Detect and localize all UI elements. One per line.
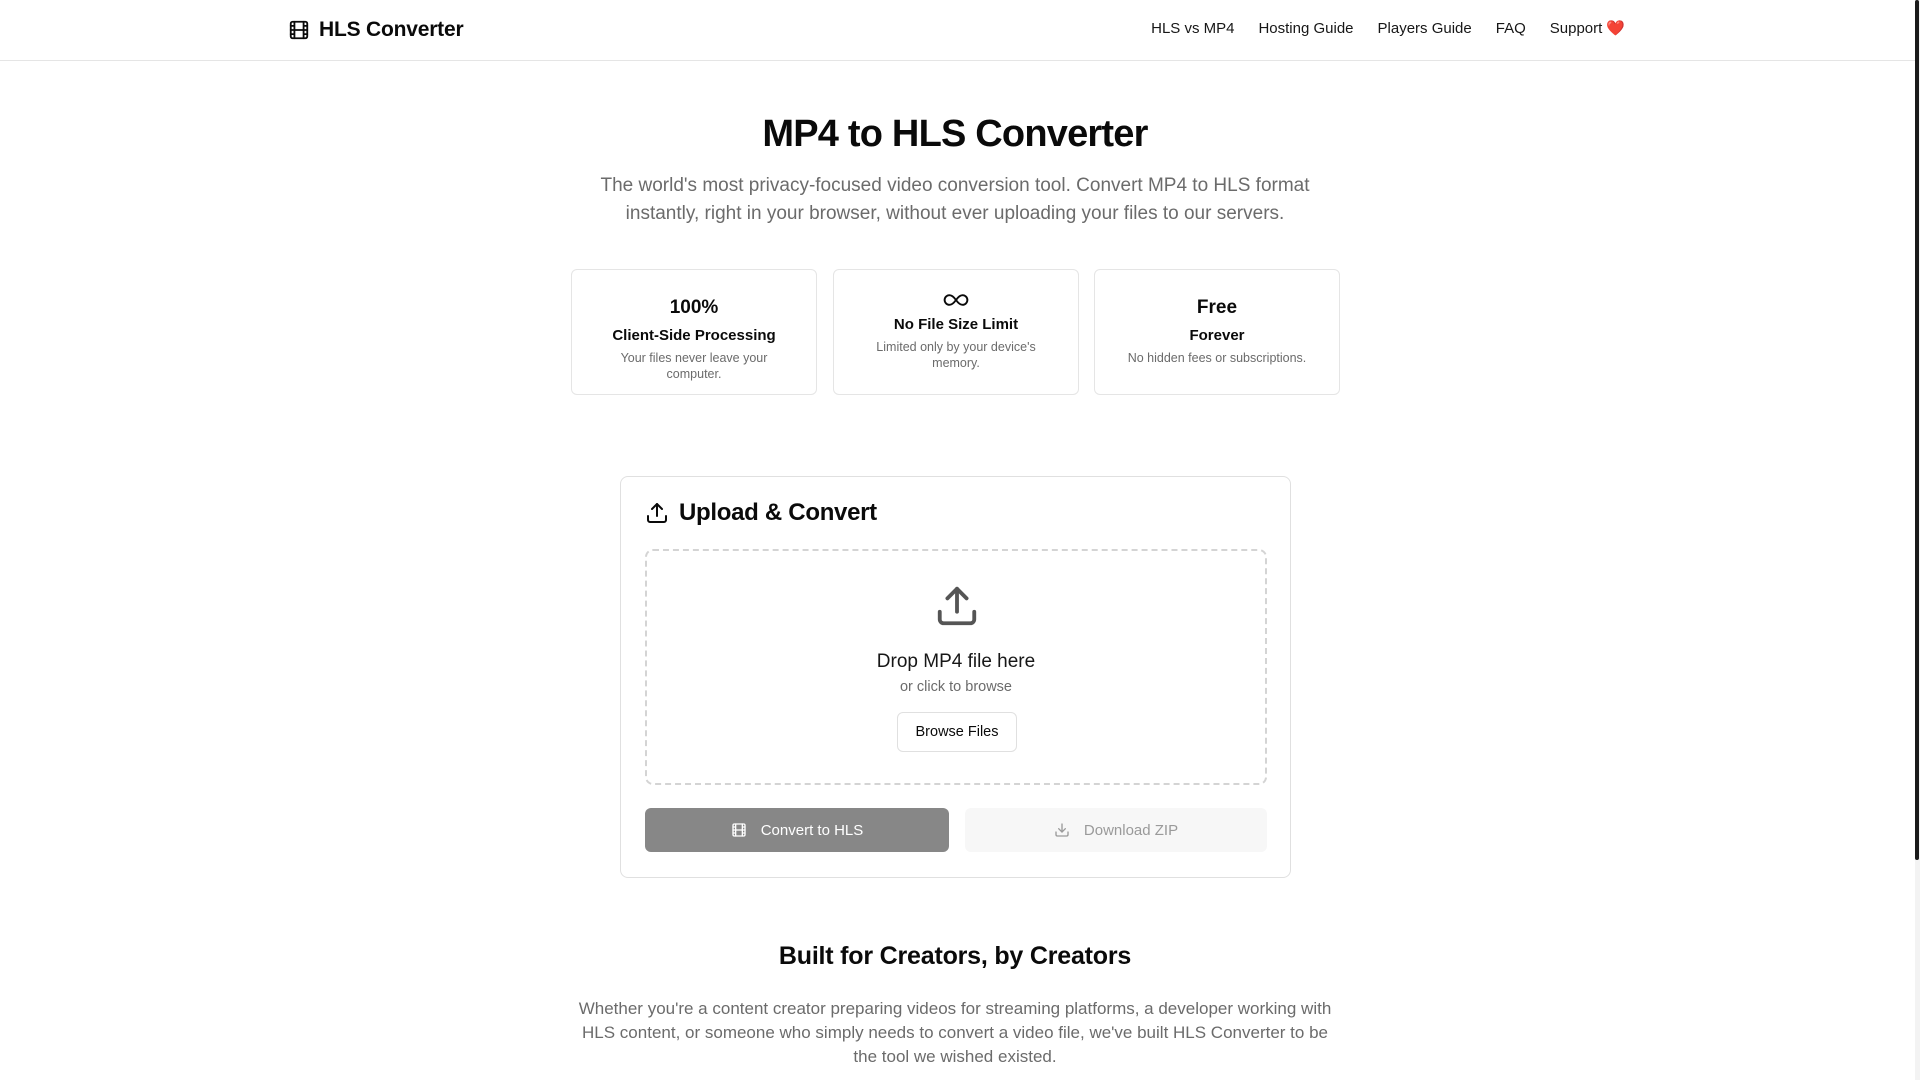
creators-section-title: Built for Creators, by Creators	[778, 942, 1132, 970]
film-icon	[731, 822, 747, 838]
feature-card-free	[1094, 269, 1340, 395]
feature-desc: No hidden fees or subscriptions.	[1127, 351, 1307, 365]
film-icon	[288, 19, 310, 41]
page-title: MP4 to HLS Converter	[762, 113, 1148, 155]
browse-files-button[interactable]: Browse Files	[897, 712, 1017, 752]
feature-card-client-side	[571, 269, 817, 395]
brand-name: HLS Converter	[319, 18, 464, 41]
feature-title: No File Size Limit	[893, 316, 1019, 333]
main-nav	[1151, 19, 1625, 37]
upload-panel	[620, 476, 1291, 878]
infinity-icon	[834, 286, 1078, 312]
feature-card-no-limit	[833, 269, 1079, 395]
feature-desc: Your files never leave your computer.	[620, 351, 768, 381]
upload-icon	[934, 583, 980, 629]
upload-panel-header	[645, 499, 877, 527]
download-zip-button[interactable]	[965, 808, 1267, 852]
feature-desc: Limited only by your device's memory.	[876, 340, 1036, 370]
nav-link-hls-vs-mp4[interactable]: HLS vs MP4	[1151, 19, 1235, 37]
nav-link-support-label: Support	[1549, 19, 1603, 37]
download-button-label: Download ZIP	[1083, 821, 1179, 839]
page-scrollbar[interactable]	[1915, 0, 1920, 1080]
heart-icon: ❤️	[1606, 20, 1625, 37]
brand-logo-link[interactable]	[288, 16, 463, 44]
dropzone-subtitle: or click to browse	[899, 679, 1012, 695]
convert-button-label: Convert to HLS	[760, 821, 864, 839]
download-icon	[1054, 822, 1070, 838]
creators-section-body: Whether you're a content creator preparing videos for streaming platforms, a developer working with HLS content, or someone who simply needs to convert a video file, we've built HLS Converter to be the tool we wished existed.	[578, 999, 1332, 1066]
nav-link-players-guide[interactable]: Players Guide	[1377, 19, 1472, 37]
feature-headline: Free	[1196, 297, 1238, 318]
feature-headline: 100%	[669, 297, 719, 318]
convert-to-hls-button[interactable]	[645, 808, 949, 852]
upload-icon	[645, 501, 669, 525]
scrollbar-thumb[interactable]	[1915, 0, 1919, 860]
upload-panel-title: Upload & Convert	[679, 499, 877, 526]
nav-link-hosting-guide[interactable]: Hosting Guide	[1258, 19, 1354, 37]
dropzone-title: Drop MP4 file here	[876, 651, 1036, 672]
nav-link-support[interactable]	[1550, 19, 1625, 37]
file-dropzone[interactable]	[645, 549, 1267, 785]
feature-title: Forever	[1189, 327, 1245, 344]
feature-title: Client-Side Processing	[612, 327, 776, 344]
top-navbar	[0, 0, 1915, 61]
nav-link-faq[interactable]: FAQ	[1495, 19, 1526, 37]
hero-subtitle: The world's most privacy-focused video conversion tool. Convert MP4 to HLS format instantly, right in your browser, without ever uploading your files to our servers.	[600, 175, 1310, 224]
